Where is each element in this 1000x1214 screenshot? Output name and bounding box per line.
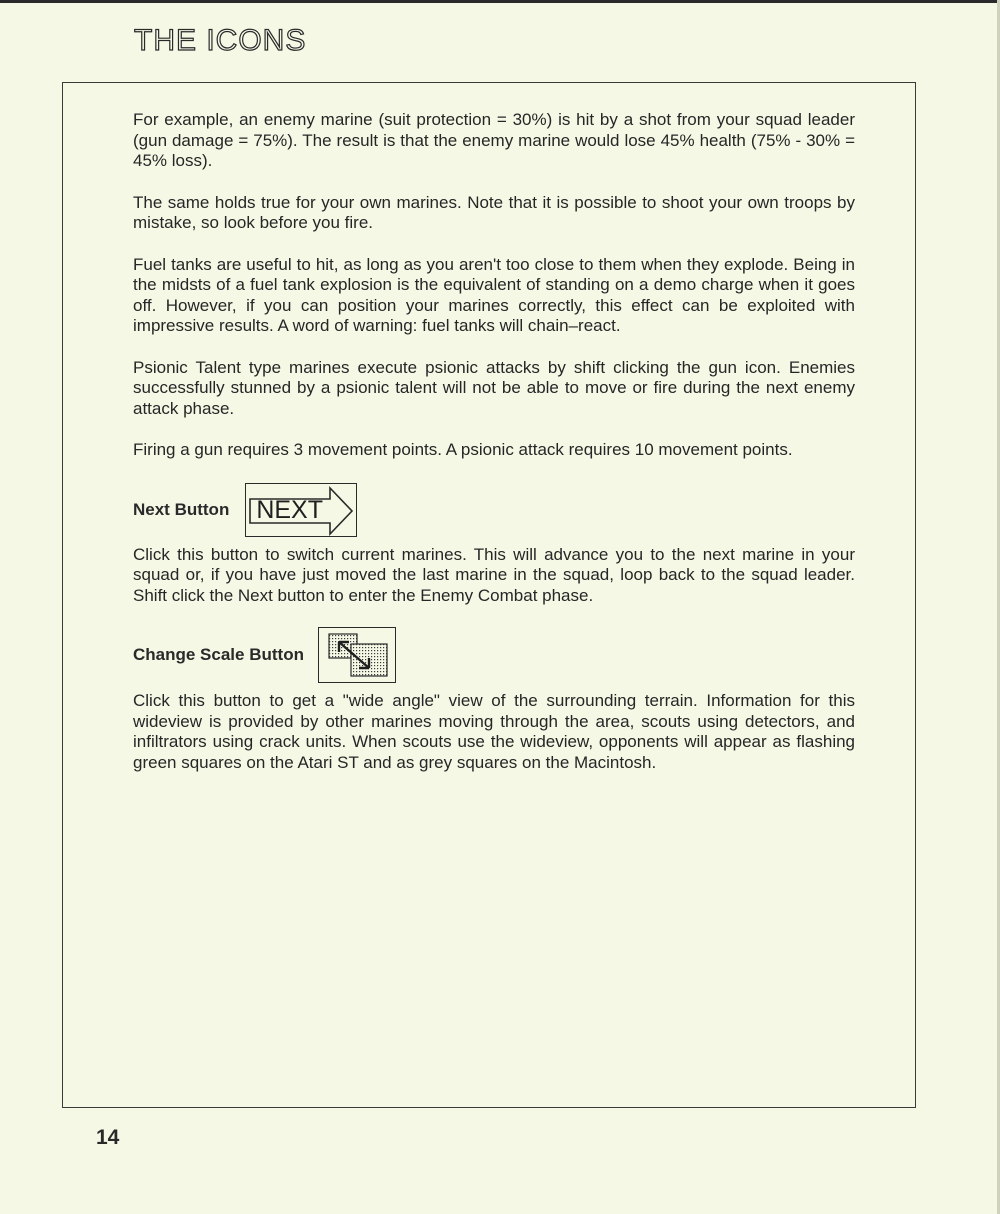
paragraph-movement-cost: Firing a gun requires 3 movement points. A psionic attack requires 10 movement points. (133, 440, 793, 459)
next-button-section (133, 483, 855, 537)
paragraph-fuel-tanks: Fuel tanks are useful to hit, as long as you aren't too close to them when they explode. Being in the midsts of a fuel tank explosion is the equivalent of standing on a demo charge when it goes off. However, if you can position your marines correctly, this effect can be exploited with impressive results. A word of warning: fuel tanks will chain–react. (133, 254, 855, 335)
page-number: 14 (96, 1126, 120, 1149)
paragraph-next-button: Click this button to switch current marines. This will advance you to the next marine in your squad or, if you have just moved the last marine in the squad, loop back to the squad leader. Shift click the Next button to enter the Enemy Combat phase. (133, 544, 855, 605)
content-body (133, 110, 855, 794)
paragraph-friendly-fire: The same holds true for your own marines. Note that it is possible to shoot your own troops by mistake, so look before you fire. (133, 192, 855, 232)
paragraph-damage-example: For example, an enemy marine (suit protection = 30%) is hit by a shot from your squad leader (gun damage = 75%). The result is that the enemy marine would lose 45% health (75% - 30% = 45% loss). (133, 110, 855, 170)
change-scale-section (133, 627, 855, 683)
change-scale-heading: Change Scale Button (133, 645, 304, 664)
top-rule (0, 0, 1000, 3)
next-button-heading: Next Button (133, 499, 230, 519)
paragraph-change-scale: Click this button to get a "wide angle" view of the surrounding terrain. Information for this wideview is provided by other marines moving through the area, scouts using detectors, and infiltrators using crack units. When scouts use the wideview, opponents will appear as flashing green squares on the Atari ST and as grey squares on the Macintosh. (133, 691, 855, 772)
change-scale-graphic (319, 628, 395, 682)
next-icon-label: NEXT (256, 495, 324, 524)
change-scale-icon (318, 627, 396, 683)
page-title: THE ICONS (134, 24, 307, 57)
next-arrow-icon (245, 483, 357, 537)
paragraph-psionic: Psionic Talent type marines execute psionic attacks by shift clicking the gun icon. Enemies successfully stunned by a psionic talent will not be able to move or fire during the next enemy attack phase. (133, 357, 855, 418)
